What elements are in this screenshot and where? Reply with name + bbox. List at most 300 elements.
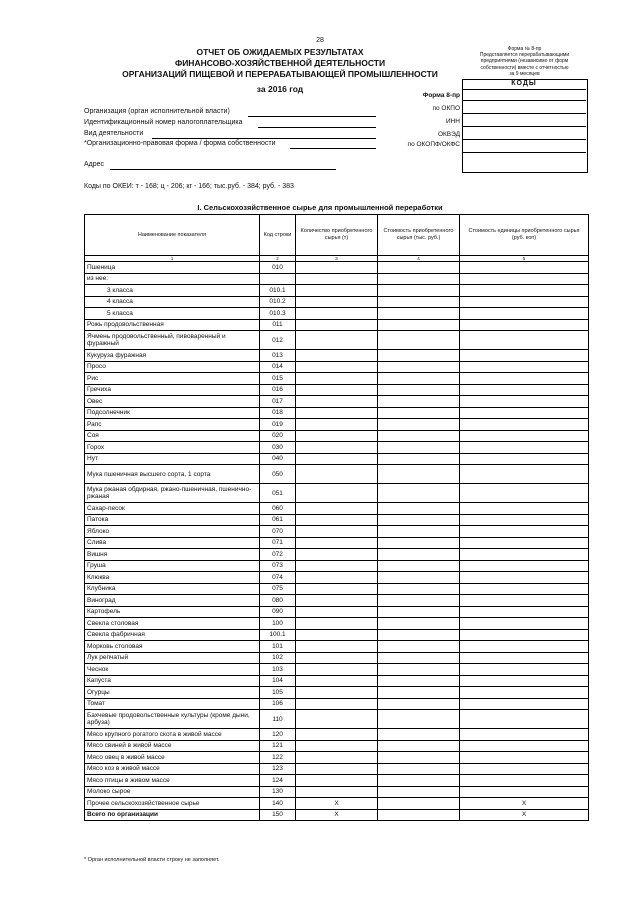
row-code: 104 — [260, 675, 296, 687]
unit-cost-cell[interactable] — [460, 361, 589, 373]
table-row — [85, 537, 589, 549]
quantity-cell[interactable] — [296, 350, 378, 362]
row-code: 122 — [260, 752, 296, 764]
table-row — [85, 675, 589, 687]
table-row — [85, 606, 589, 618]
report-title-line-3: ОРГАНИЗАЦИЙ ПИЩЕВОЙ И ПЕРЕРАБАТЫВАЮЩЕЙ ПРОМЫШЛЕННОСТИ — [122, 69, 438, 79]
quantity-cell[interactable] — [296, 285, 378, 297]
cost-cell[interactable] — [378, 572, 460, 584]
row-name: Слива — [85, 537, 260, 549]
unit-cost-cell[interactable] — [460, 629, 589, 641]
unit-cost-cell[interactable] — [460, 710, 589, 729]
row-code: 011 — [260, 319, 296, 331]
quantity-cell[interactable] — [296, 465, 378, 484]
row-code: 100.1 — [260, 629, 296, 641]
row-name: Нут — [85, 453, 260, 465]
unit-cost-cell[interactable] — [460, 442, 589, 454]
unit-cost-cell[interactable] — [460, 606, 589, 618]
table-row — [85, 740, 589, 752]
cost-cell[interactable] — [378, 273, 460, 285]
form-note — [462, 46, 587, 77]
form-note-line: Представляется перерабатывающими — [479, 52, 570, 59]
cost-cell[interactable] — [378, 652, 460, 664]
legal-form-field[interactable] — [290, 148, 376, 149]
quantity-cell[interactable] — [296, 698, 378, 710]
unit-cost-cell[interactable] — [460, 350, 589, 362]
row-name: Капуста — [85, 675, 260, 687]
table-row — [85, 583, 589, 595]
quantity-cell[interactable] — [296, 308, 378, 320]
row-name: Груша — [85, 560, 260, 572]
cost-cell[interactable] — [378, 537, 460, 549]
address-field[interactable] — [110, 169, 336, 170]
activity-field[interactable] — [152, 138, 376, 139]
column-index: 5 — [460, 256, 589, 262]
unit-cost-cell[interactable] — [460, 698, 589, 710]
row-name: Бахчевые продовольственные культуры (кроме дыни, арбуза) — [85, 710, 260, 729]
table-row — [85, 442, 589, 454]
quantity-cell[interactable] — [296, 652, 378, 664]
unit-cost-cell[interactable] — [460, 384, 589, 396]
table-row — [85, 641, 589, 653]
quantity-cell[interactable] — [296, 740, 378, 752]
unit-cost-cell[interactable] — [460, 331, 589, 350]
row-code: 010 — [260, 262, 296, 274]
row-name: Горох — [85, 442, 260, 454]
unit-cost-cell[interactable] — [460, 430, 589, 442]
unit-cost-cell[interactable] — [460, 308, 589, 320]
cost-cell[interactable] — [378, 786, 460, 798]
form-note-line: собственности) вместе с отчетностью — [480, 64, 569, 71]
legal-form-field-label: *Организационно-правовая форма / форма собственности — [84, 140, 276, 147]
quantity-cell[interactable] — [296, 560, 378, 572]
organization-field[interactable] — [248, 116, 376, 117]
inn-label: ИНН — [445, 118, 460, 125]
cost-cell[interactable] — [378, 331, 460, 350]
row-code: 110 — [260, 710, 296, 729]
okopf-label: по ОКОПФ/ОКФС — [407, 141, 460, 148]
row-code: 124 — [260, 775, 296, 787]
row-code: 061 — [260, 514, 296, 526]
row-code: 020 — [260, 430, 296, 442]
cost-cell[interactable] — [378, 798, 460, 810]
table-row — [85, 775, 589, 787]
footnote: * Орган исполнительной власти строку не заполняет. — [84, 857, 220, 863]
quantity-cell[interactable] — [296, 331, 378, 350]
row-name: Мясо овец в живой массе — [85, 752, 260, 764]
table-row — [85, 503, 589, 515]
okved-label: ОКВЭД — [437, 131, 460, 138]
table-row — [85, 786, 589, 798]
cost-cell[interactable] — [378, 710, 460, 729]
row-code: 100 — [260, 618, 296, 630]
row-code — [260, 273, 296, 285]
unit-cost-cell[interactable] — [460, 618, 589, 630]
unit-cost-cell[interactable]: Х — [460, 809, 589, 821]
table-row — [85, 384, 589, 396]
cost-cell[interactable] — [378, 514, 460, 526]
cost-cell[interactable] — [378, 664, 460, 676]
table-row — [85, 465, 589, 484]
quantity-cell[interactable] — [296, 572, 378, 584]
quantity-cell[interactable] — [296, 629, 378, 641]
table-row — [85, 273, 589, 285]
cost-cell[interactable] — [378, 606, 460, 618]
quantity-cell[interactable] — [296, 407, 378, 419]
inn-field[interactable] — [258, 127, 376, 128]
row-name: Пшеница — [85, 262, 260, 274]
row-name: Свекла столовая — [85, 618, 260, 630]
row-name: Рожь продовольственная — [85, 319, 260, 331]
unit-cost-cell[interactable] — [460, 763, 589, 775]
row-code: 014 — [260, 361, 296, 373]
column-header-unit-cost: Стоимость единицы приобретенного сырья (руб. коп) — [460, 215, 589, 256]
row-name: Рис — [85, 373, 260, 385]
quantity-cell[interactable] — [296, 373, 378, 385]
row-code: 071 — [260, 537, 296, 549]
row-code: 013 — [260, 350, 296, 362]
row-name: Овес — [85, 396, 260, 408]
unit-cost-cell[interactable] — [460, 583, 589, 595]
column-header-quantity: Количество приобретенного сырья (т) — [296, 215, 378, 256]
row-name: Лук репчатый — [85, 652, 260, 664]
unit-cost-cell[interactable] — [460, 549, 589, 561]
report-title-line-2: ФИНАНСОВО-ХОЗЯЙСТВЕННОЙ ДЕЯТЕЛЬНОСТИ — [174, 58, 386, 68]
unit-cost-cell[interactable] — [460, 262, 589, 274]
cost-cell[interactable] — [378, 641, 460, 653]
row-code: 080 — [260, 595, 296, 607]
cost-cell[interactable] — [378, 453, 460, 465]
quantity-cell[interactable] — [296, 641, 378, 653]
cost-cell[interactable] — [378, 675, 460, 687]
row-name: Мясо птицы в живом массе — [85, 775, 260, 787]
row-name: Яблоко — [85, 526, 260, 538]
row-code: 051 — [260, 484, 296, 503]
quantity-cell[interactable] — [296, 549, 378, 561]
unit-cost-cell[interactable] — [460, 465, 589, 484]
row-code: 075 — [260, 583, 296, 595]
column-index: 3 — [296, 256, 378, 262]
activity-field-label: Вид деятельности — [84, 130, 144, 137]
cost-cell[interactable] — [378, 350, 460, 362]
row-code: 090 — [260, 606, 296, 618]
cost-cell[interactable] — [378, 629, 460, 641]
quantity-cell[interactable] — [296, 606, 378, 618]
quantity-cell[interactable] — [296, 710, 378, 729]
row-name: Мука пшеничная высшего сорта, 1 сорта — [85, 465, 260, 484]
unit-cost-cell[interactable] — [460, 664, 589, 676]
cost-cell[interactable] — [378, 442, 460, 454]
row-name: Рапс — [85, 419, 260, 431]
table-row — [85, 560, 589, 572]
unit-cost-cell[interactable] — [460, 296, 589, 308]
unit-cost-cell[interactable] — [460, 514, 589, 526]
row-code: 016 — [260, 384, 296, 396]
row-code: 120 — [260, 729, 296, 741]
section-title: I. Сельскохозяйственное сырье для промышленной переработки — [197, 203, 443, 212]
cost-cell[interactable] — [378, 484, 460, 503]
quantity-cell[interactable] — [296, 319, 378, 331]
table-row — [85, 373, 589, 385]
quantity-cell[interactable] — [296, 675, 378, 687]
code-cell-divider — [462, 152, 586, 153]
quantity-cell[interactable] — [296, 273, 378, 285]
cost-cell[interactable] — [378, 319, 460, 331]
cost-cell[interactable] — [378, 419, 460, 431]
row-name: 5 класса — [85, 308, 260, 320]
row-code: 101 — [260, 641, 296, 653]
cost-cell[interactable] — [378, 809, 460, 821]
raw-materials-table — [84, 214, 589, 821]
quantity-cell[interactable]: Х — [296, 798, 378, 810]
organization-field-label: Организация (орган исполнительной власти) — [84, 108, 230, 115]
quantity-cell[interactable] — [296, 442, 378, 454]
row-name: Свекла фабричная — [85, 629, 260, 641]
table-row — [85, 763, 589, 775]
row-code: 050 — [260, 465, 296, 484]
row-code: 015 — [260, 373, 296, 385]
quantity-cell[interactable] — [296, 296, 378, 308]
table-row — [85, 262, 589, 274]
table-row — [85, 618, 589, 630]
okei-codes: Коды по ОКЕИ: т - 168; ц - 206; кг - 166; тыс.руб. - 384; руб. - 383 — [84, 183, 294, 190]
row-name: Вишня — [85, 549, 260, 561]
code-cell-divider — [462, 100, 586, 101]
row-name: Прочее сельскохозяйственное сырье — [85, 798, 260, 810]
row-code: 123 — [260, 763, 296, 775]
row-code: 010.1 — [260, 285, 296, 297]
row-name: Соя — [85, 430, 260, 442]
form-note-line: Форма № 8-пр — [507, 46, 542, 52]
row-code: 018 — [260, 407, 296, 419]
cost-cell[interactable] — [378, 618, 460, 630]
row-name: Кукуруза фуражная — [85, 350, 260, 362]
row-name: Мука ржаная обдирная, ржано-пшеничная, пшенично-ржаная — [85, 484, 260, 503]
unit-cost-cell[interactable] — [460, 752, 589, 764]
unit-cost-cell[interactable]: Х — [460, 798, 589, 810]
row-code: 072 — [260, 549, 296, 561]
cost-cell[interactable] — [378, 687, 460, 699]
quantity-cell[interactable] — [296, 430, 378, 442]
unit-cost-cell[interactable] — [460, 652, 589, 664]
quantity-cell[interactable]: Х — [296, 809, 378, 821]
cost-cell[interactable] — [378, 549, 460, 561]
row-name: Мясо коз в живой массе — [85, 763, 260, 775]
row-name: 3 класса — [85, 285, 260, 297]
row-name: Патока — [85, 514, 260, 526]
row-code: 130 — [260, 786, 296, 798]
quantity-cell[interactable] — [296, 664, 378, 676]
unit-cost-cell[interactable] — [460, 453, 589, 465]
table-row — [85, 514, 589, 526]
quantity-cell[interactable] — [296, 384, 378, 396]
inn-field-label: Идентификационный номер налогоплательщика — [84, 119, 243, 126]
table-row — [85, 430, 589, 442]
table-row — [85, 809, 589, 821]
cost-cell[interactable] — [378, 526, 460, 538]
row-code: 019 — [260, 419, 296, 431]
unit-cost-cell[interactable] — [460, 273, 589, 285]
report-period: за 2016 год — [256, 84, 304, 94]
row-code: 012 — [260, 331, 296, 350]
row-name: Картофель — [85, 606, 260, 618]
quantity-cell[interactable] — [296, 526, 378, 538]
row-code: 074 — [260, 572, 296, 584]
quantity-cell[interactable] — [296, 262, 378, 274]
cost-cell[interactable] — [378, 285, 460, 297]
unit-cost-cell[interactable] — [460, 786, 589, 798]
table-row — [85, 752, 589, 764]
cost-cell[interactable] — [378, 503, 460, 515]
table-row — [85, 285, 589, 297]
cost-cell[interactable] — [378, 595, 460, 607]
table-row — [85, 453, 589, 465]
row-code: 103 — [260, 664, 296, 676]
table-row — [85, 629, 589, 641]
form-note-line: предприятиями (независимо от форм — [480, 58, 569, 65]
row-name: Томат — [85, 698, 260, 710]
row-name: Молоко сырое — [85, 786, 260, 798]
row-code: 105 — [260, 687, 296, 699]
cost-cell[interactable] — [378, 262, 460, 274]
table-row — [85, 296, 589, 308]
unit-cost-cell[interactable] — [460, 526, 589, 538]
cost-cell[interactable] — [378, 729, 460, 741]
table-row — [85, 319, 589, 331]
row-name: Чеснок — [85, 664, 260, 676]
table-row — [85, 549, 589, 561]
cost-cell[interactable] — [378, 465, 460, 484]
quantity-cell[interactable] — [296, 752, 378, 764]
address-field-label: Адрес — [84, 161, 105, 168]
unit-cost-cell[interactable] — [460, 572, 589, 584]
cost-cell[interactable] — [378, 430, 460, 442]
row-name: Всего по организации — [85, 809, 260, 821]
unit-cost-cell[interactable] — [460, 560, 589, 572]
unit-cost-cell[interactable] — [460, 396, 589, 408]
row-code: 102 — [260, 652, 296, 664]
row-code: 073 — [260, 560, 296, 572]
table-row — [85, 484, 589, 503]
table-row — [85, 698, 589, 710]
table-row — [85, 419, 589, 431]
cost-cell[interactable] — [378, 752, 460, 764]
cost-cell[interactable] — [378, 384, 460, 396]
quantity-cell[interactable] — [296, 775, 378, 787]
column-header-cost: Стоимость приобретенного сырья (тыс. руб.) — [378, 215, 460, 256]
unit-cost-cell[interactable] — [460, 595, 589, 607]
quantity-cell[interactable] — [296, 514, 378, 526]
unit-cost-cell[interactable] — [460, 285, 589, 297]
unit-cost-cell[interactable] — [460, 373, 589, 385]
quantity-cell[interactable] — [296, 763, 378, 775]
cost-cell[interactable] — [378, 296, 460, 308]
table-row — [85, 331, 589, 350]
unit-cost-cell[interactable] — [460, 484, 589, 503]
row-code: 040 — [260, 453, 296, 465]
row-name: Мясо крупного рогатого скота в живой массе — [85, 729, 260, 741]
quantity-cell[interactable] — [296, 595, 378, 607]
quantity-cell[interactable] — [296, 618, 378, 630]
row-code: 017 — [260, 396, 296, 408]
row-name: Ячмень продовольственный, пивоваренный и фуражный — [85, 331, 260, 350]
unit-cost-cell[interactable] — [460, 775, 589, 787]
row-name: Клюква — [85, 572, 260, 584]
unit-cost-cell[interactable] — [460, 503, 589, 515]
table-row — [85, 572, 589, 584]
column-index: 1 — [85, 256, 260, 262]
quantity-cell[interactable] — [296, 503, 378, 515]
row-code: 140 — [260, 798, 296, 810]
row-code: 121 — [260, 740, 296, 752]
unit-cost-cell[interactable] — [460, 537, 589, 549]
row-code: 070 — [260, 526, 296, 538]
quantity-cell[interactable] — [296, 537, 378, 549]
cost-cell[interactable] — [378, 560, 460, 572]
row-name: Гречиха — [85, 384, 260, 396]
unit-cost-cell[interactable] — [460, 687, 589, 699]
unit-cost-cell[interactable] — [460, 675, 589, 687]
quantity-cell[interactable] — [296, 687, 378, 699]
cost-cell[interactable] — [378, 583, 460, 595]
table-row — [85, 664, 589, 676]
unit-cost-cell[interactable] — [460, 319, 589, 331]
quantity-cell[interactable] — [296, 786, 378, 798]
row-name: Огурцы — [85, 687, 260, 699]
quantity-cell[interactable] — [296, 419, 378, 431]
table-row — [85, 710, 589, 729]
table-row — [85, 652, 589, 664]
cost-cell[interactable] — [378, 740, 460, 752]
row-code: 060 — [260, 503, 296, 515]
column-index: 2 — [260, 256, 296, 262]
cost-cell[interactable] — [378, 698, 460, 710]
code-cell-divider — [462, 126, 586, 127]
unit-cost-cell[interactable] — [460, 740, 589, 752]
unit-cost-cell[interactable] — [460, 729, 589, 741]
cost-cell[interactable] — [378, 407, 460, 419]
cost-cell[interactable] — [378, 396, 460, 408]
table-row — [85, 407, 589, 419]
page-number: 28 — [316, 37, 324, 44]
cost-cell[interactable] — [378, 775, 460, 787]
cost-cell[interactable] — [378, 373, 460, 385]
quantity-cell[interactable] — [296, 396, 378, 408]
form-code-label: Форма 8-пр — [422, 92, 460, 99]
table-row — [85, 687, 589, 699]
quantity-cell[interactable] — [296, 453, 378, 465]
table-row — [85, 396, 589, 408]
row-code: 106 — [260, 698, 296, 710]
unit-cost-cell[interactable] — [460, 641, 589, 653]
quantity-cell[interactable] — [296, 729, 378, 741]
row-name: Клубника — [85, 583, 260, 595]
unit-cost-cell[interactable] — [460, 407, 589, 419]
cost-cell[interactable] — [378, 361, 460, 373]
row-code: 010.3 — [260, 308, 296, 320]
cost-cell[interactable] — [378, 308, 460, 320]
row-name: Мясо свиней в живой массе — [85, 740, 260, 752]
unit-cost-cell[interactable] — [460, 419, 589, 431]
cost-cell[interactable] — [378, 763, 460, 775]
row-code: 150 — [260, 809, 296, 821]
row-name: Виноград — [85, 595, 260, 607]
quantity-cell[interactable] — [296, 361, 378, 373]
row-name: 4 класса — [85, 296, 260, 308]
quantity-cell[interactable] — [296, 484, 378, 503]
row-name: Подсолнечник — [85, 407, 260, 419]
quantity-cell[interactable] — [296, 583, 378, 595]
